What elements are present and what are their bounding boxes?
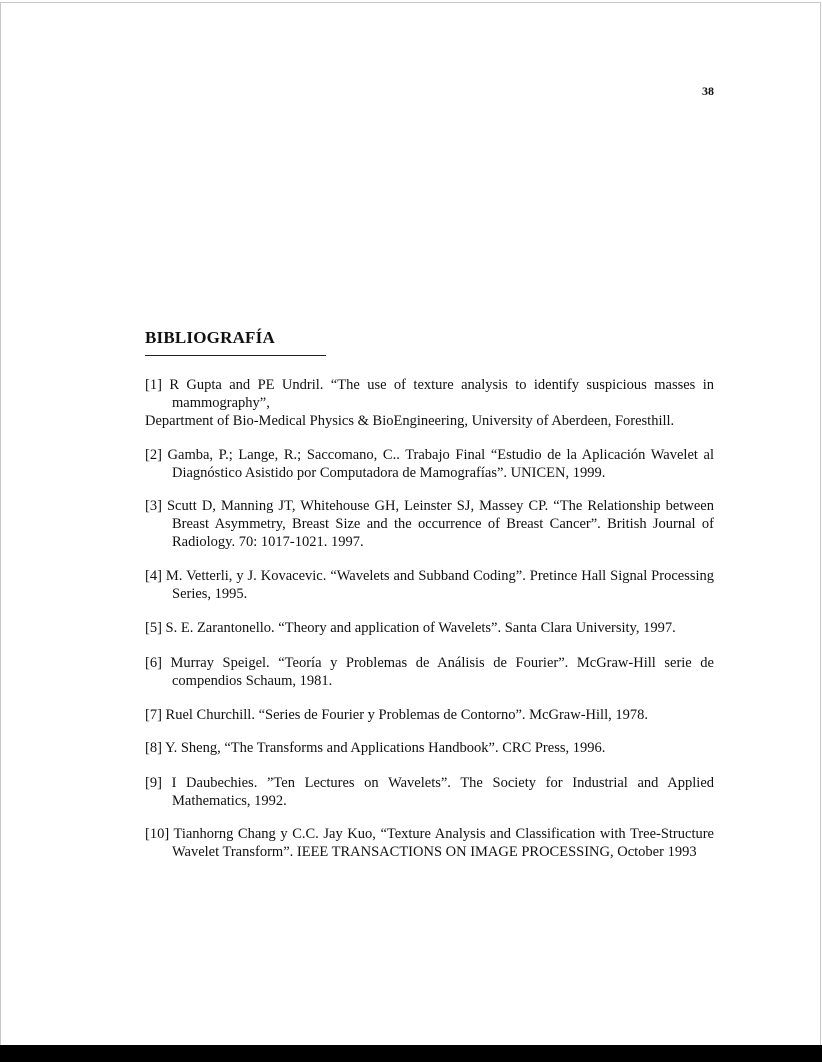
reference-item: [9] I Daubechies. ”Ten Lectures on Wavelets”. The Society for Industrial and Applied Mathematics, 1992. — [145, 775, 714, 809]
reference-item: [7] Ruel Churchill. “Series de Fourier y Problemas de Contorno”. McGraw-Hill, 1978. — [145, 707, 648, 723]
reference-item: [5] S. E. Zarantonello. “Theory and application of Wavelets”. Santa Clara University, 1997. — [145, 620, 676, 636]
reference-item: [4] M. Vetterli, y J. Kovacevic. “Wavelets and Subband Coding”. Pretince Hall Signal Processing Series, 1995. — [145, 568, 714, 602]
section-heading: BIBLIOGRAFÍA — [145, 328, 275, 347]
reference-continuation: Department of Bio-Medical Physics & BioEngineering, University of Aberdeen, Foresthill. — [145, 413, 675, 429]
bottom-bar — [0, 1045, 822, 1062]
page-number: 38 — [702, 84, 714, 98]
heading-underline — [145, 355, 326, 356]
reference-item: [6] Murray Speigel. “Teoría y Problemas de Análisis de Fourier”. McGraw-Hill serie de compendios Schaum, 1981. — [145, 655, 714, 689]
reference-item: [1] R Gupta and PE Undril. “The use of texture analysis to identify suspicious masses in mammography”, — [145, 377, 714, 411]
reference-item: [10] Tianhorng Chang y C.C. Jay Kuo, “Texture Analysis and Classification with Tree-Structure Wavelet Transform”. IEEE TRANSACTIONS ON IMAGE PROCESSING, October 1993 — [145, 826, 714, 860]
reference-item: [8] Y. Sheng, “The Transforms and Applications Handbook”. CRC Press, 1996. — [145, 740, 606, 756]
reference-item: [2] Gamba, P.; Lange, R.; Saccomano, C.. Trabajo Final “Estudio de la Aplicación Wavelet al Diagnóstico Asistido por Computadora de Mamografías”. UNICEN, 1999. — [145, 447, 714, 481]
reference-item: [3] Scutt D, Manning JT, Whitehouse GH, Leinster SJ, Massey CP. “The Relationship between Breast Asymmetry, Breast Size and the occurrence of Breast Cancer”. British Journal of Radiology. 70: 1017-1021. 1997. — [145, 498, 714, 550]
